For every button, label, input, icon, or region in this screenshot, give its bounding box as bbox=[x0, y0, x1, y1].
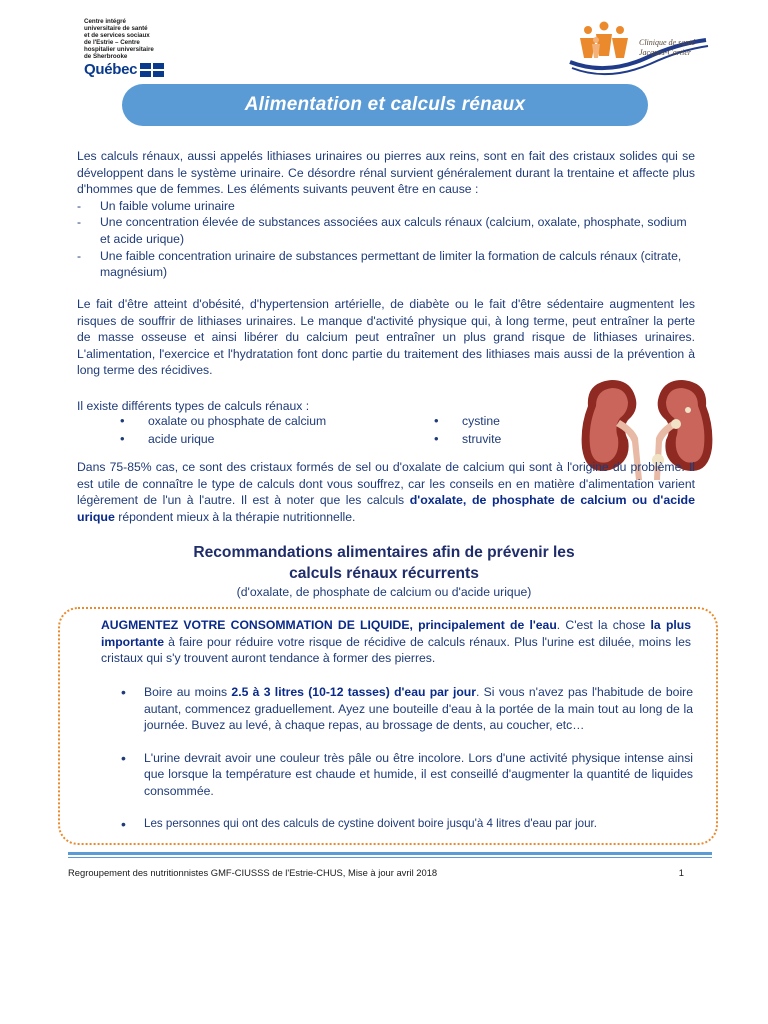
types-column-left bbox=[118, 412, 326, 448]
types-list bbox=[118, 412, 538, 452]
footer-text: Regroupement des nutritionnistes GMF-CIUSSS de l'Estrie-CHUS, Mise à jour avril 2018 bbox=[68, 867, 438, 878]
clinic-name: Clinique de santé Jacques-Cartier bbox=[639, 38, 695, 57]
types-column-right bbox=[432, 412, 501, 448]
quebec-flag-icon bbox=[140, 63, 164, 77]
ciusss-logo bbox=[84, 18, 194, 78]
list-item: • Boire au moins 2.5 à 3 litres (10-12 tasses) d'eau par jour. Si vous n'avez pas l'habitude de boire autant, commencez graduellement. Ayez une bouteille d'eau à la portée de la main tout au long de la journée. Buvez au levé, à chaque repas, au brossage de dents, au coucher, etc… bbox=[118, 684, 693, 734]
list-item: • cystine bbox=[432, 412, 501, 430]
list-item: • struvite bbox=[432, 430, 501, 448]
list-item: • Les personnes qui ont des calculs de cystine doivent boire jusqu'à 4 litres d'eau par jour. bbox=[118, 816, 693, 833]
list-item: • L'urine devrait avoir une couleur très pâle ou être incolore. Lors d'une activité physique intense ainsi que lorsque la température est chaude et humide, il est conseillé d'augmenter la quantité de liquides consommée. bbox=[118, 750, 693, 800]
intro-paragraph: Les calculs rénaux, aussi appelés lithiases urinaires ou pierres aux reins, sont en fait des cristaux solides qui se développent dans le système urinaire. Ce désordre rénal survient généralement durant la trentaine et affecte plus d'hommes que de femmes. Les éléments suivants peuvent être en cause : bbox=[77, 149, 695, 197]
list-item: - Une faible concentration urinaire de substances permettant de limiter la formation de calculs rénaux (citrate, magnésium) bbox=[77, 248, 695, 281]
hydration-list bbox=[118, 684, 693, 848]
page-title: Alimentation et calculs rénaux bbox=[244, 94, 526, 115]
clinic-logo bbox=[566, 18, 716, 84]
hydration-lead: AUGMENTEZ VOTRE CONSOMMATION DE LIQUIDE, principalement de l'eau. C'est la chose la plus importante à faire pour réduire votre risque de récidive de calculs rénaux. Plus l'urine est diluée, moins les cristaux qui s'y trouvent auront tendance à former des pierres. bbox=[101, 618, 692, 666]
causes-list bbox=[77, 198, 695, 281]
cases-paragraph: Dans 75-85% cas, ce sont des cristaux formés de sel ou d'oxalate de calcium qui sont à l'origine du problème. Il est utile de connaître le type de calculs dont vous souffrez, car les conseils en en matière d'alimentation varient légèrement de l'un à l'autre. Il est à noter que les calculs d'oxalate, de phosphate de calcium ou d'acide urique répondent mieux à la thérapie nutritionnelle. bbox=[77, 460, 696, 524]
footer-rule bbox=[68, 852, 712, 855]
highlight-stone-types: d'oxalate, de phosphate de calcium ou d'acide urique bbox=[77, 493, 696, 524]
risk-paragraph: Le fait d'être atteint d'obésité, d'hypertension artérielle, de diabète ou le fait d'être sédentaire augmentent les risques de souffrir de lithiases urinaires. Le manque d'activité physique qui, à long terme, peut entraîner la perte de masse osseuse et ainsi libérer du calcium peut entraîner un plus grand risque de lithiases urinaires. L'alimentation, l'exercice et l'hydratation font donc partie du traitement des lithiases mais aussi de la prévention à long terme des récidives. bbox=[77, 297, 695, 378]
title-banner bbox=[122, 84, 648, 126]
types-intro: Il existe différents types de calculs rénaux : bbox=[77, 399, 310, 413]
quebec-wordmark: Québec bbox=[84, 61, 194, 78]
list-item: - Un faible volume urinaire bbox=[77, 198, 695, 215]
footer-rule-thin bbox=[68, 857, 712, 858]
ciusss-name: Centre intégré universitaire de santé et de services sociaux de l'Estrie – Centre hospitalier universitaire de Sherbrooke bbox=[84, 18, 154, 60]
recommendations-subheading: (d'oxalate, de phosphate de calcium ou d'acide urique) bbox=[236, 585, 532, 599]
page-number: 1 bbox=[678, 867, 684, 878]
list-item: • oxalate ou phosphate de calcium bbox=[118, 412, 326, 430]
intro-section bbox=[77, 148, 695, 281]
list-item: • acide urique bbox=[118, 430, 326, 448]
recommendations-heading: Recommandations alimentaires afin de prévenir les calculs rénaux récurrents bbox=[193, 544, 575, 582]
list-item: - Une concentration élevée de substances associées aux calculs rénaux (calcium, oxalate, phosphate, sodium et acide urique) bbox=[77, 214, 695, 247]
